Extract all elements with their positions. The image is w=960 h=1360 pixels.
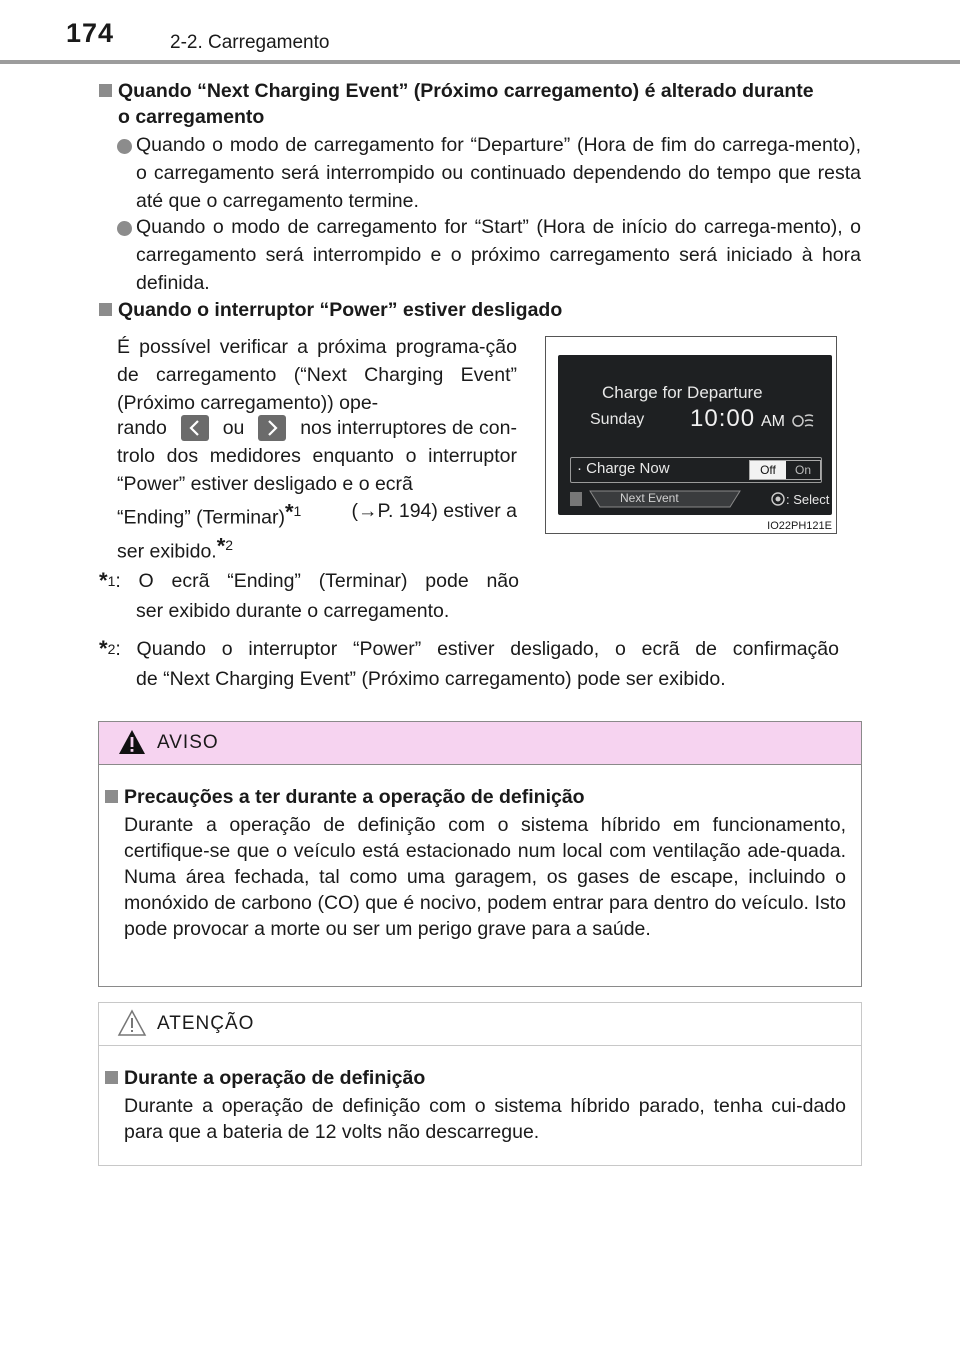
toggle-off: Off — [750, 461, 786, 479]
warning-body: Durante a operação de definição com o sistema híbrido em funcionamento, certifique-se que o veículo está estacionado num local com ventilação ade-quada. Numa área fechada, tal como uma garagem, os gases de escape, incluindo o monóxido de carbono (CO) que é nocivo, podem entrar para dentro do veículo. Isto pode provocar a morte ou ser um perigo grave para a saúde. — [124, 814, 846, 940]
caution-triangle-icon — [117, 1009, 147, 1037]
power-off-paragraph-e: ser exibido.*$^2$ — [117, 533, 234, 563]
screen-bottom-bar — [570, 489, 830, 509]
circle-bullet-icon — [117, 139, 132, 154]
power-off-paragraph-c: trolo dos medidores enquanto o interruptor “Power” estiver desligado e o ecrã — [117, 445, 517, 495]
section-heading-next-charging — [118, 78, 868, 130]
section-heading-power-off: Quando o interruptor “Power” estiver desligado — [118, 299, 563, 321]
select-label: : Select — [786, 492, 830, 507]
bullet-departure: Quando o modo de carregamento for “Departure” (Hora de fim do carrega-mento), o carregamento será interrompido ou continuado dependendo do tempo que resta até que o carregamento termine. — [136, 134, 861, 212]
warning-heading: Precauções a ter durante a operação de definição — [124, 786, 585, 808]
next-event-label: Next Event — [620, 491, 679, 505]
power-off-paragraph-d: “Ending” (Terminar)*$^1$ (→P. 194) estiver a — [117, 499, 517, 529]
warning-triangle-icon — [117, 728, 147, 756]
chevron-right-icon — [258, 415, 286, 441]
screen-ampm: AM — [761, 413, 785, 430]
footnote-2: * 2 : Quando o interruptor “Power” estiver desligado, o ecrã de confirmação de “Next Charging Event” (Próximo carregamento) pode ser exibido. — [99, 636, 839, 690]
toggle-on: On — [794, 463, 811, 477]
fan-icon — [792, 412, 816, 435]
warning-title: AVISO — [157, 732, 219, 753]
square-bullet-icon — [99, 303, 112, 316]
caution-title: ATENÇÃO — [157, 1013, 255, 1034]
warning-box-header — [99, 722, 861, 765]
page-number: 174 — [66, 18, 115, 48]
page-header — [0, 0, 960, 64]
screen-time: 10:00 — [690, 405, 756, 432]
meter-screen — [558, 355, 832, 515]
power-off-paragraph-b: rando ou nos interruptores de con- — [117, 417, 517, 439]
figure-code: IO22PH121E — [767, 520, 832, 532]
caution-body: Durante a operação de definição com o sistema híbrido parado, tenha cui-dado para que a bateria de 12 volts não descarregue. — [124, 1095, 846, 1143]
square-bullet-icon — [105, 790, 118, 803]
caution-box-header — [99, 1003, 861, 1046]
charge-now-toggle — [749, 460, 821, 480]
heading-line-2: o carregamento — [118, 106, 265, 128]
section-title: 2-2. Carregamento — [170, 32, 330, 53]
caution-heading: Durante a operação de definição — [124, 1067, 426, 1089]
header-rule — [0, 60, 960, 64]
caution-box — [98, 1002, 862, 1166]
square-bullet-icon — [105, 1071, 118, 1084]
screen-title: Charge for Departure — [602, 383, 763, 402]
warning-box — [98, 721, 862, 987]
power-off-paragraph-a: É possível verificar a próxima programa-ção de carregamento (“Next Charging Event” (Próximo carregamento)) ope- — [117, 336, 517, 414]
charge-now-label: · Charge Now — [577, 460, 670, 477]
footnote-1: * 1 : O ecrã “Ending” (Terminar) pode não ser exibido durante o carregamento. — [99, 568, 519, 622]
square-bullet-icon — [99, 84, 112, 97]
bullet-start: Quando o modo de carregamento for “Start” (Hora de início do carrega-mento), o carregamento será interrompido e o próximo carregamento será iniciado à hora definida. — [136, 216, 861, 294]
circle-bullet-icon — [117, 221, 132, 236]
screen-day: Sunday — [590, 411, 645, 428]
figure-next-event-screen — [545, 336, 837, 534]
charge-now-row — [570, 457, 822, 483]
chevron-left-icon — [181, 415, 209, 441]
heading-line-1: Quando “Next Charging Event” (Próximo carregamento) é alterado durante — [118, 80, 814, 102]
